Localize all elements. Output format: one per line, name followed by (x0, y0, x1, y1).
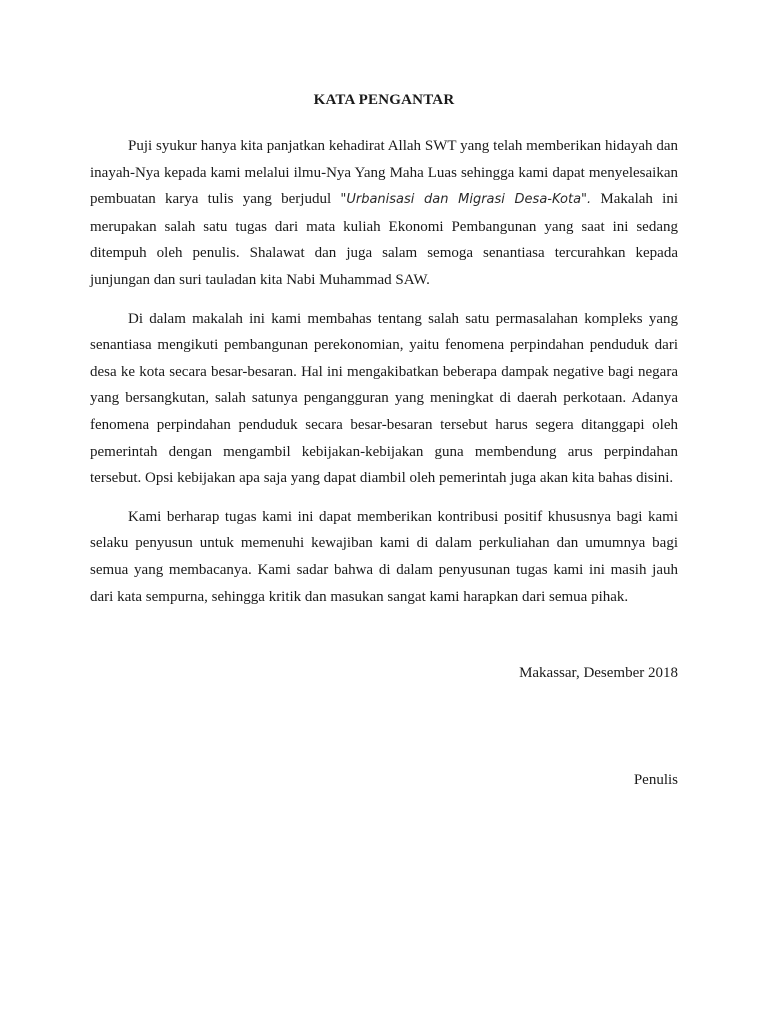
paragraph-1-text-end: Makalah ini merupakan salah satu tugas dari mata kuliah Ekonomi Pembangunan yang saat ini sedang ditempuh oleh penulis. Shalawat dan juga salam semoga senantiasa tercurahkan kepada junjungan dan suri tauladan kita Nabi Muhammad SAW. (90, 191, 678, 288)
document-body (90, 133, 678, 622)
paper-title-quote: "Urbanisasi dan Migrasi Desa-Kota". (340, 192, 592, 208)
paragraph-1 (90, 133, 678, 294)
paragraph-3: Kami berharap tugas kami ini dapat memberikan kontribusi positif khususnya bagi kami selaku penyusun untuk memenuhi kewajiban kami di dalam perkuliahan dan umumnya bagi semua yang membacanya. Kami sadar bahwa di dalam penyusunan tugas kami ini masih jauh dari kata sempurna, sehingga kritik dan masukan sangat kami harapkan dari semua pihak. (90, 508, 678, 605)
paragraph-2: Di dalam makalah ini kami membahas tentang salah satu permasalahan kompleks yang senantiasa mengikuti pembangunan perekonomian, yaitu fenomena perpindahan penduduk dari desa ke kota secara besar-besaran. Hal ini mengakibatkan beberapa dampak negative bagi negara yang bersangkutan, salah satunya pengangguran yang meningkat di daerah perkotaan. Adanya fenomena perpindahan penduduk secara besar-besaran tersebut harus segera ditanggapi oleh pemerintah dengan mengambil kebijakan-kebijakan guna membendung arus perpindahan tersebut. Opsi kebijakan apa saja yang dapat diambil oleh pemerintah juga akan kita bahas disini. (90, 310, 678, 487)
page-title: KATA PENGANTAR (313, 92, 455, 108)
author-signature-label: Penulis (633, 772, 678, 788)
paragraph-1-text-start: Puji syukur hanya kita panjatkan kehadirat Allah SWT yang telah memberikan hidayah dan inayah-Nya kepada kami melalui ilmu-Nya Yang Maha Luas sehingga kami dapat menyelesaikan pembuatan karya tulis yang berjudul (90, 138, 678, 208)
place-date: Makassar, Desember 2018 (519, 665, 678, 681)
